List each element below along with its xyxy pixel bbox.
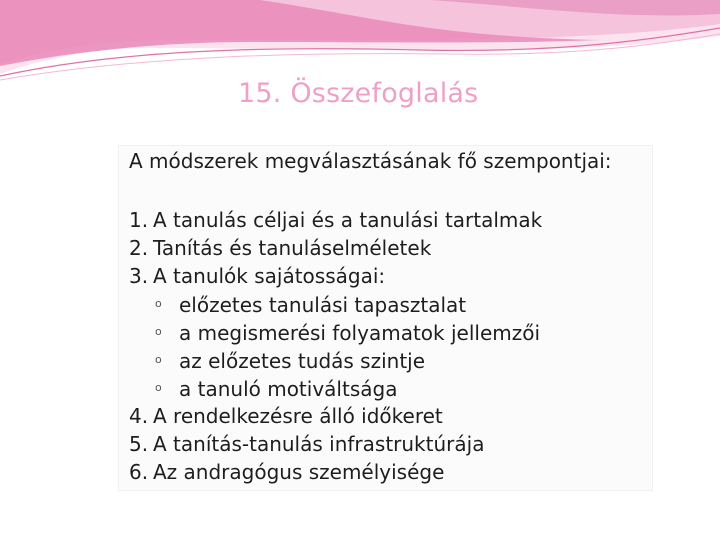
sub-item-4	[155, 376, 397, 401]
sub-item-text: az előzetes tudás szintje	[179, 349, 426, 373]
sub-item-1	[155, 292, 466, 317]
list-item-4	[129, 404, 443, 428]
list-item-3	[129, 264, 385, 288]
list-item-text: A tanulás céljai és a tanulási tartalmak	[153, 208, 543, 232]
list-item-1	[129, 208, 542, 232]
list-item-text: A tanulók sajátosságai:	[153, 264, 386, 288]
sub-item-3	[155, 348, 425, 373]
list-item-5	[129, 432, 484, 456]
content-heading: A módszerek megválasztásának fő szempontjai:	[129, 149, 612, 173]
list-item-number: 2.	[129, 236, 149, 260]
sub-item-text: a tanuló motiváltsága	[179, 377, 398, 401]
sub-item-text: előzetes tanulási tapasztalat	[179, 293, 467, 317]
hollow-bullet-icon: o	[155, 381, 162, 394]
list-item-text: A tanítás-tanulás infrastruktúrája	[153, 432, 485, 456]
slide-title: 15. Összefoglalás	[238, 78, 479, 109]
list-item-number: 4.	[129, 404, 149, 428]
hollow-bullet-icon: o	[155, 297, 162, 310]
list-item-number: 1.	[129, 208, 149, 232]
list-item-2	[129, 236, 431, 260]
list-item-6	[129, 460, 444, 484]
content-box	[118, 145, 653, 491]
list-item-text: Tanítás és tanuláselméletek	[153, 236, 432, 260]
list-item-number: 6.	[129, 460, 149, 484]
sub-item-text: a megismerési folyamatok jellemzői	[179, 321, 541, 345]
header-swoosh-decoration	[0, 0, 720, 90]
list-item-number: 5.	[129, 432, 149, 456]
hollow-bullet-icon: o	[155, 353, 162, 366]
list-item-number: 3.	[129, 264, 149, 288]
sub-item-2	[155, 320, 540, 345]
list-item-text: A rendelkezésre álló időkeret	[153, 404, 443, 428]
list-item-text: Az andragógus személyisége	[153, 460, 445, 484]
hollow-bullet-icon: o	[155, 325, 162, 338]
